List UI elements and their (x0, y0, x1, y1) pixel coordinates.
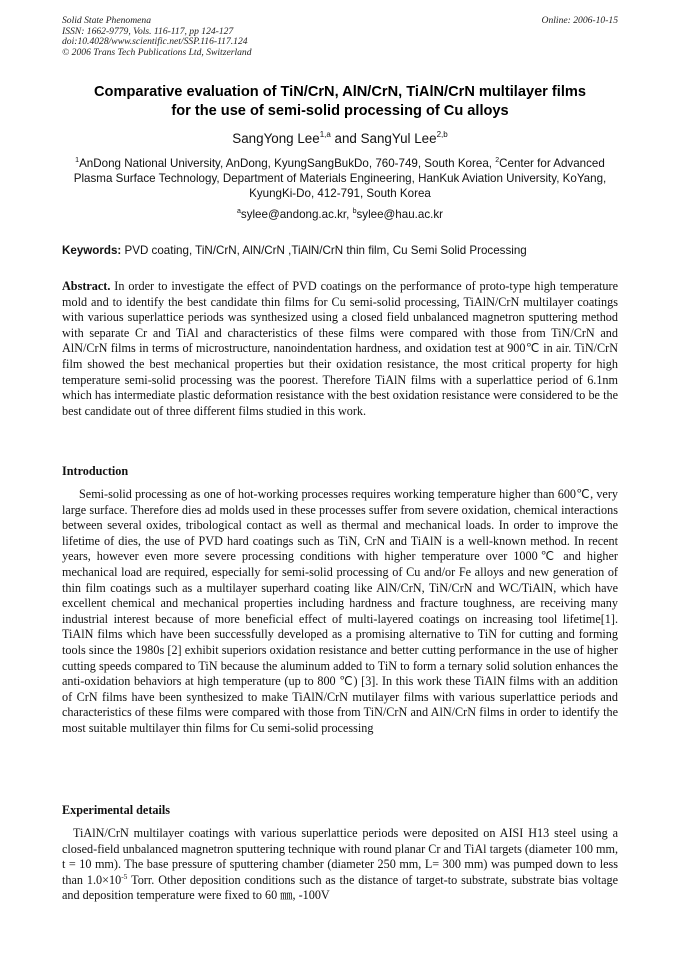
email-a-mark: a (236, 208, 241, 215)
journal-copyright: © 2006 Trans Tech Publications Ltd, Switzerland (62, 46, 252, 58)
introduction-heading: Introduction (62, 464, 129, 478)
journal-issn: ISSN: 1662-9779, Vols. 116-117, pp 124-127 (62, 25, 234, 37)
email-b-mark: b (352, 208, 357, 215)
experimental-text-2: Torr. Other deposition conditions such as the distance of target-to substrate, substrate bias voltage and deposition temperature were fixed to 60 ㎜, -100V (62, 872, 618, 903)
author-2: SangYul Lee (360, 131, 437, 146)
experimental-text-1: TiAlN/CrN multilayer coatings with various superlattice periods were deposited on AISI H13 steel using a closed-field unbalanced magnetron sputtering technique with round planar Cr and TiAl targets (diameter 100 mm, t = 10 mm). The base pressure of sputtering chamber (diameter 250 mm, L= 300 mm) was pumped down to less than 1.0×10 (62, 826, 618, 887)
abstract (62, 279, 618, 419)
title-line-1: Comparative evaluation of TiN/CrN, AlN/CrN, TiAlN/CrN multilayer films (94, 84, 586, 100)
keywords (62, 243, 618, 258)
online-date: Online: 2006-10-15 (541, 15, 618, 26)
author-2-affiliation-mark: 2,b (436, 130, 448, 139)
journal-name: Solid State Phenomena (62, 15, 151, 26)
author-list (62, 130, 618, 148)
affiliations (62, 156, 618, 201)
title-line-2: for the use of semi-solid processing of Cu alloys (171, 103, 509, 119)
email-a: sylee@andong.ac.kr, (240, 208, 353, 221)
author-1: SangYong Lee (232, 131, 320, 146)
author-emails (62, 207, 618, 222)
affiliation-1-mark: 1 (75, 157, 80, 164)
author-1-affiliation-mark: 1,a (319, 130, 331, 139)
experimental-paragraph (62, 826, 618, 904)
journal-doi: doi:10.4028/www.scientific.net/SSP.116-117.124 (62, 36, 248, 48)
journal-info (62, 16, 618, 58)
paper-title (62, 83, 618, 121)
abstract-text: In order to investigate the effect of PVD coatings on the performance of proto-type high temperature mold and to identify the best candidate thin films for Cu semi-solid processing, TiAlN/CrN multilayer coatings with various superlattice periods was synthesized using a closed field unbalanced magnetron sputtering method with separate Cr and TiAl and characteristics of these films were compared with those from TiN/CrN and AlN/CrN films in terms of microstructure, nanoindentation hardness, and oxidation test at 900℃ in air. TiN/CrN film showed the best mechanical properties but their oxidation resistance, the most critical property for high temperature semi-solid processing was the poorest. Therefore TiAlN films with a superlattice period of 6.1nm which has intermediate plastic deformation resistance with the best oxidation resistance were considered to be the best candidate out of three different films studied in this work. (62, 279, 618, 418)
keywords-label: Keywords: (62, 244, 122, 257)
email-b: sylee@hau.ac.kr (356, 208, 443, 221)
author-conjunction: and (330, 131, 361, 146)
affiliation-1: AnDong National University, AnDong, KyungSangBukDo, 760-749, South Korea, (79, 157, 496, 170)
keywords-text: PVD coating, TiN/CrN, AlN/CrN ,TiAlN/CrN thin film, Cu Semi Solid Processing (121, 244, 527, 257)
affiliation-2: Center for Advanced Plasma Surface Technology, Department of Materials Engineering, HanKuk Aviation University, KoYang, KyungKi-Do, 412-791, South Korea (73, 157, 607, 200)
experimental-heading: Experimental details (62, 803, 170, 817)
journal-header (62, 16, 618, 58)
pressure-exponent: -5 (121, 871, 128, 881)
affiliation-2-mark: 2 (495, 157, 500, 164)
abstract-label: Abstract. (62, 279, 111, 293)
introduction-paragraph: Semi-solid processing as one of hot-working processes requires working temperature higher than 600℃, very large surface. Therefore dies ad molds used in these processes suffer from severe oxidation, chemical interactions between several oxides, tribological contact as well as thermal and mechanical loads. In order to improve the lifetime of dies, the use of PVD hard coatings such as TiN, CrN and TiAlN is a well-known method. In recent years, however even more severe processing conditions with higher temperature over 1000℃ and higher mechanical load are required, especially for semi-solid processing of Cu and/or Fe alloys and new generation of thin film coatings such as a multilayer superhard coating like AlN/CrN, TiN/CrN and WC/TiAlN, which have excellent chemical and mechanical properties including hardness and fracture toughness, are receiving many industrial interest because of more beneficial effect of multi-layered coatings on increasing tool lifetime[1]. TiAlN films which have been successfully developed as a promising alternative to TiN for cutting and forming tools since the 1980s [2] exhibit superiors oxidation resistance and better cutting performance in the use of higher cutting speeds compared to TiN because the aluminum added to TiN to form a ternary solid solution enhances the anti-oxidation behaviors at high temperature (up to 800 ℃) [3]. In this work these TiAlN films with an addition of CrN films have been synthesized to make TiAlN/CrN mutilayer films with various superlattice periods and characteristics of these films were compared with those from TiN/CrN and AlN/CrN films in order to identify the most suitable multilayer thin films for Cu semi-solid processing (62, 487, 618, 735)
